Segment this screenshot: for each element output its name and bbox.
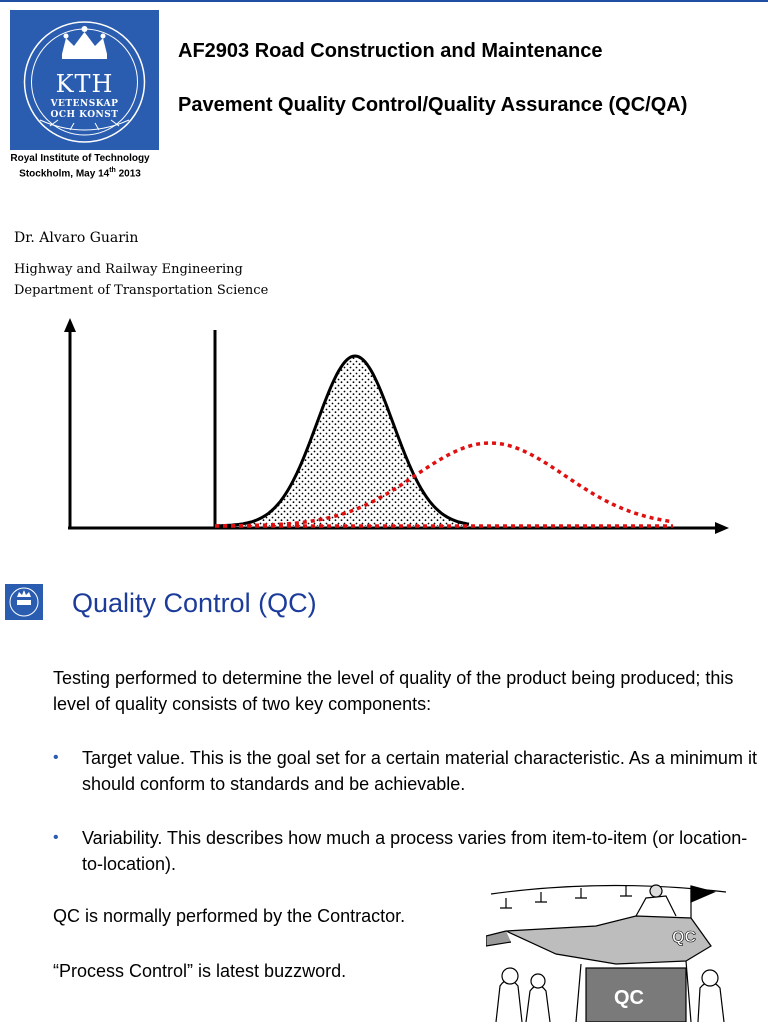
logo-sub-line2: OCH KONST: [50, 110, 119, 120]
section-title: Quality Control (QC): [72, 588, 317, 618]
bullet-text: Target value. This is the goal set for a certain material characteristic. As a minimum it should conform to standards and be achievable.: [82, 748, 757, 794]
distribution-chart: [55, 318, 735, 548]
y-axis-arrow-icon: [64, 318, 76, 332]
logo-sub-line1: VETENSKAP: [50, 99, 119, 109]
bullet-dot-icon: •: [53, 749, 59, 766]
small-kth-logo: [5, 584, 43, 620]
small-seal-icon: [5, 584, 43, 620]
institution: [0, 153, 160, 180]
author-dept-line1: Highway and Railway Engineering: [14, 262, 243, 277]
x-axis-arrow-icon: [715, 522, 729, 534]
author-name: Dr. Alvaro Guarin: [14, 230, 139, 246]
note-process-control: “Process Control” is latest buzzword.: [53, 961, 347, 981]
author-dept-line2: Department of Transportation Science: [14, 283, 269, 298]
bullet-text: Variability. This describes how much a process varies from item-to-item (or location-to-location).: [82, 828, 748, 874]
note-contractor: QC is normally performed by the Contractor.: [53, 906, 406, 926]
date-prefix: Stockholm, May 14: [19, 168, 110, 180]
cartoon-label-turret: QC: [672, 929, 696, 946]
intro-paragraph: Testing performed to determine the level of quality of the product being produced; this level of quality consists of two key components:: [53, 668, 734, 714]
qc-tank-cartoon-icon: [486, 876, 736, 1022]
institution-name: Royal Institute of Technology: [10, 153, 150, 164]
institution-date: [0, 165, 160, 180]
top-rule: [0, 0, 768, 2]
logo-kth-text: KTH: [55, 70, 114, 98]
cartoon-label-pedestal: QC: [614, 987, 644, 1009]
lecture-title: Pavement Quality Control/Quality Assurance (QC/QA): [178, 94, 688, 116]
course-title: AF2903 Road Construction and Maintenance: [178, 40, 603, 62]
date-suffix: 2013: [115, 168, 141, 180]
kth-logo: [10, 10, 159, 150]
bullet-dot-icon: •: [53, 829, 59, 846]
date-sup: th: [109, 167, 116, 174]
